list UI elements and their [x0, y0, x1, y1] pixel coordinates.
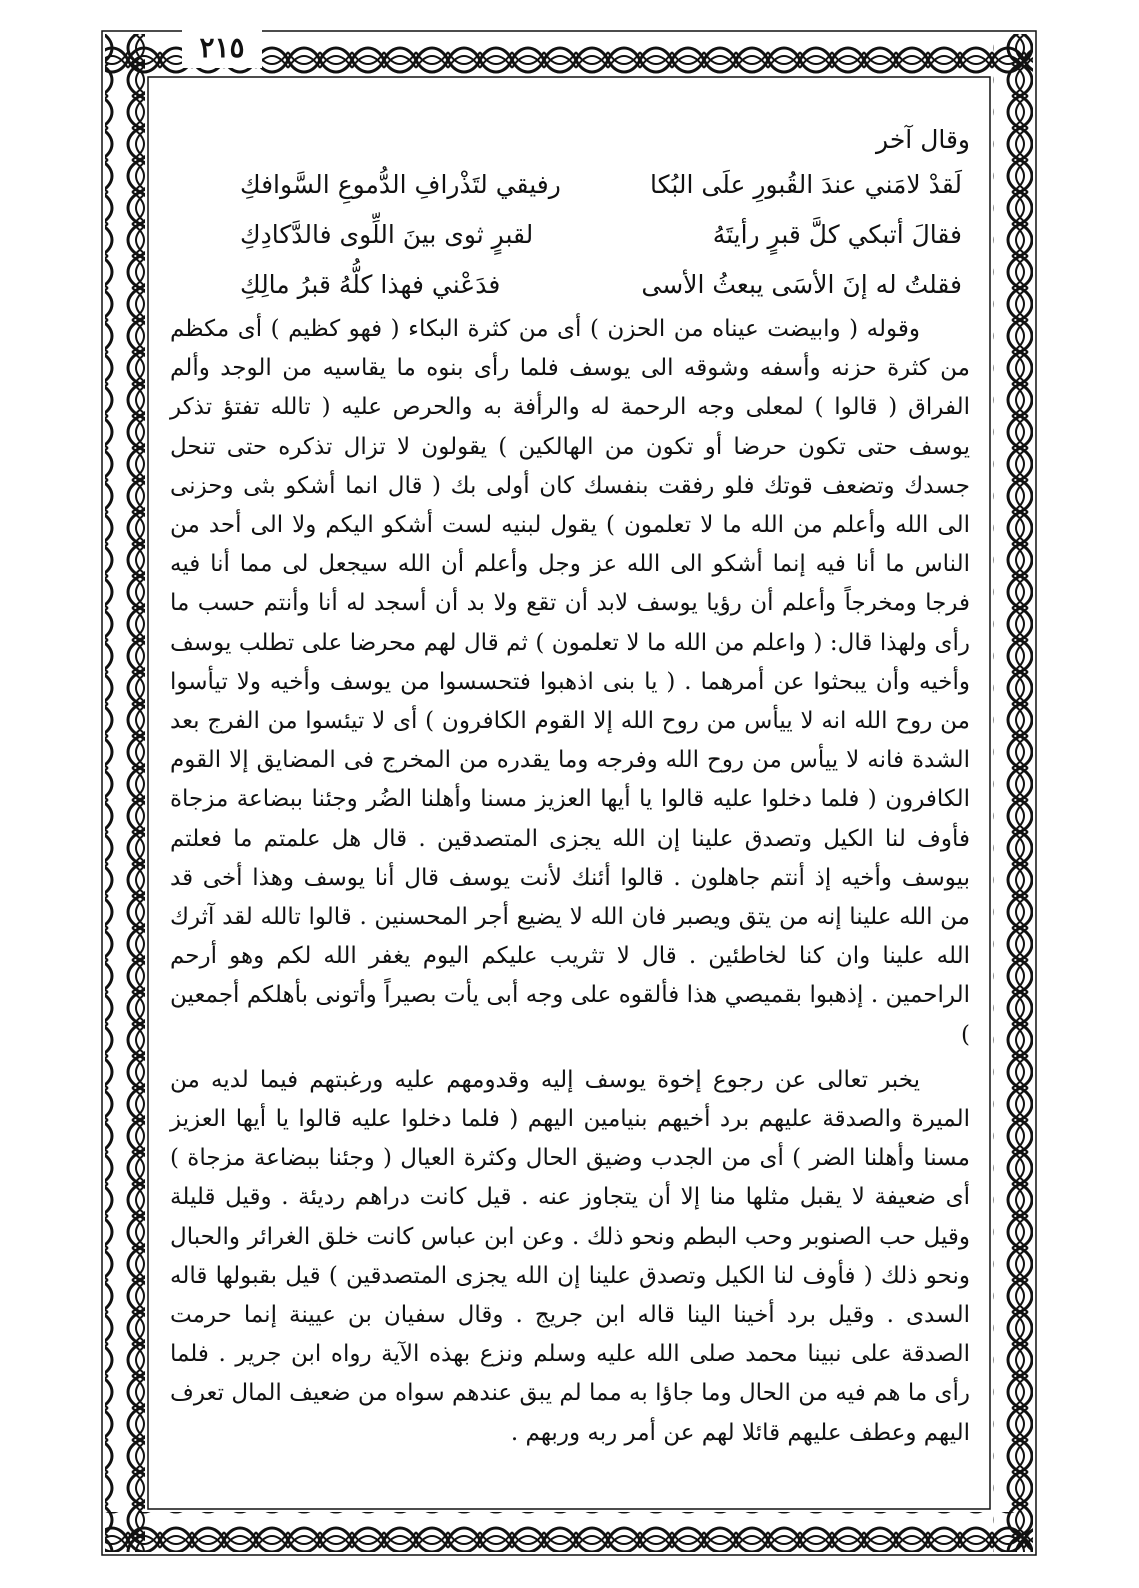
verse-first-hemistich: فقالَ أتبكي كلَّ قبرٍ رأيتَهُ: [712, 220, 962, 249]
commentary-paragraph: يخبر تعالى عن رجوع إخوة يوسف إليه وقدومهم عليه ورغبتهم فيما لديه من الميرة والصدقة عليهم برد أخيهم بنيامين اليهم ( فلما دخلوا عليه قالوا يا أيها العزيز مسنا وأهلنا الضر ) أى من الجدب وضيق الحال وكثرة العيال ( وجئنا ببضاعة مزجاة ) أى ضعيفة لا يقبل مثلها منا إلا أن يتجاوز عنه . قيل كانت دراهم رديئة . وقيل قليلة وقيل حب الصنوبر وحب البطم ونحو ذلك . وعن ابن عباس كانت خلق الغرائر والحبال ونحو ذلك ( فأوف لنا الكيل وتصدق علينا إن الله يجزى المتصدقين ) قيل بقبولها قاله السدى . وقيل برد أخينا الينا قاله ابن جريج . وقال سفيان بن عيينة إنما حرمت الصدقة على نبينا محمد صلى الله عليه وسلم ونزع بهذه الآية رواه ابن جرير . فلما رأى ما هم فيه من الحال وما جاؤا به مما لم يبق عندهم سواه من ضعيف المال تعرف اليهم وعطف عليهم قائلا لهم عن أمر ربه وربهم .: [170, 1066, 970, 1446]
text-body: [170, 120, 970, 1450]
poem-verse: [170, 210, 970, 260]
poem-verse: [170, 160, 970, 210]
poem-intro: وقال آخر: [876, 125, 970, 154]
verse-second-hemistich: فدَعْني فهذا كلُّهُ قبرُ مالِكِ: [240, 270, 501, 299]
poem-verse: [170, 260, 970, 310]
verse-second-hemistich: رفيقي لتَذْرافِ الدُّموعِ السَّوافكِ: [240, 170, 561, 199]
page-number: ٢١٥: [182, 28, 262, 68]
verse-first-hemistich: لَقدْ لامَني عندَ القُبورِ علَى البُكا: [649, 170, 962, 199]
commentary-paragraph: وقوله ( وابيضت عيناه من الحزن ) أى من كثرة البكاء ( فهو كظيم ) أى مكظم من كثرة حزنه وأسفه وشوقه الى يوسف فلما رأى بنوه ما يقاسيه من الوجد وألم الفراق ( قالوا ) لمعلى وجه الرحمة له والرأفة به والحرص عليه ( تالله تفتؤ تذكر يوسف حتى تكون حرضا أو تكون من الهالكين ) يقولون لا تزال تذكره حتى تنحل جسدك وتضعف قوتك فلو رفقت بنفسك كان أولى بك ( قال انما أشكو بثى وحزنى الى الله وأعلم من الله ما لا تعلمون ) يقول لبنيه لست أشكو اليكم ولا الى أحد من الناس ما أنا فيه إنما أشكو الى الله عز وجل وأعلم أن الله سيجعل لى مما أنا فيه فرجا ومخرجاً وأعلم أن رؤيا يوسف لابد أن تقع ولا بد أن أسجد له أنا وأنتم حسب ما رأى ولهذا قال: ( واعلم من الله ما لا تعلمون ) ثم قال لهم محرضا على تطلب يوسف وأخيه وأن يبحثوا عن أمرهما . ( يا بنى اذهبوا فتحسسوا من يوسف وأخيه ولا تيأسوا من روح الله انه لا ييأس من روح الله إلا القوم الكافرون ) أى لا تيئسوا من الفرج بعد الشدة فانه لا ييأس من روح الله وفرجه وما يقدره من المخرج فى المضايق إلا القوم الكافرون ( فلما دخلوا عليه قالوا يا أيها العزيز مسنا وأهلنا الضُر وجئنا ببضاعة مزجاة فأوف لنا الكيل وتصدق علينا إن الله يجزى المتصدقين . قال هل علمتم ما فعلتم بيوسف وأخيه إذ أنتم جاهلون . قالوا أئنك لأنت يوسف قال أنا يوسف وهذا أخى قد من الله علينا إنه من يتق ويصبر فان الله لا يضيع أجر المحسنين . قالوا تالله لقد آثرك الله علينا وان كنا لخاطئين . قال لا تثريب عليكم اليوم يغفر الله لكم وهو أرحم الراحمين . إذهبوا بقميصي هذا فألقوه على وجه أبى يأت بصيراً وأتونى بأهلكم أجمعين ): [170, 316, 970, 1048]
verse-second-hemistich: لقبرٍ ثوى بينَ اللِّوى فالدَّكادِكِ: [240, 220, 534, 249]
verse-first-hemistich: فقلتُ له إنَ الأسَى يبعثُ الأسى: [641, 270, 962, 299]
